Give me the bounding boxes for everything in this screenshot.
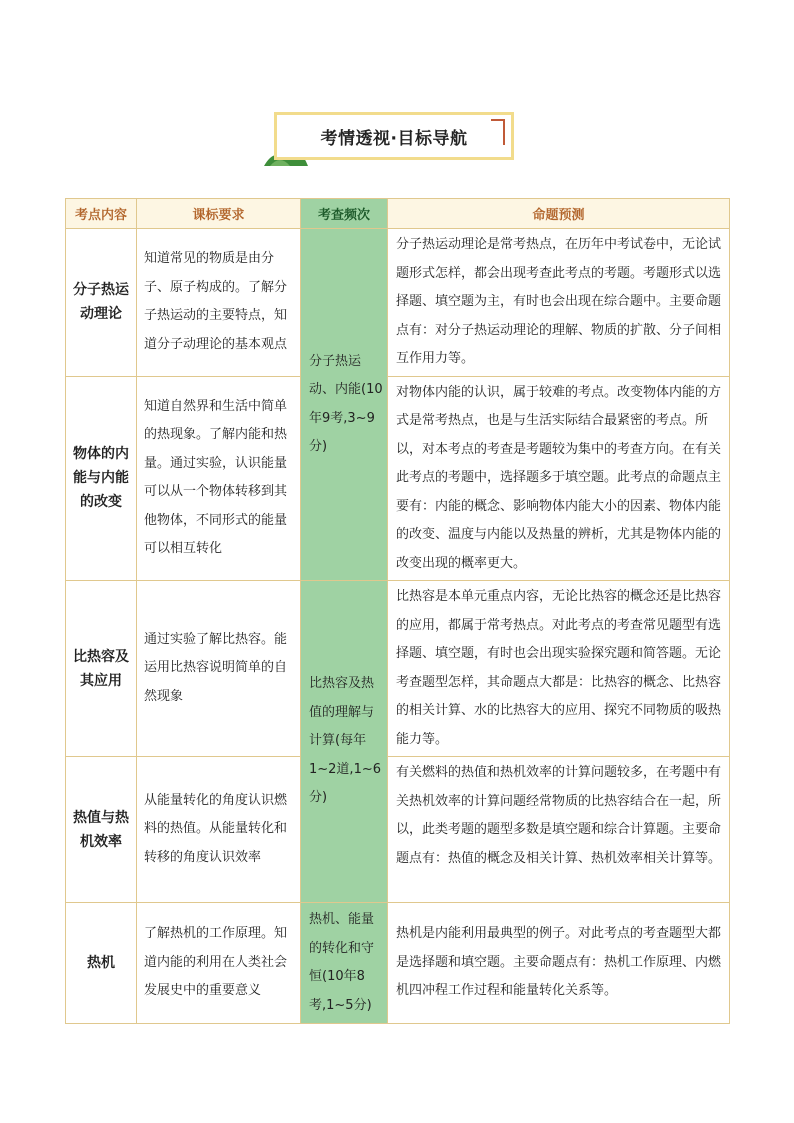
prediction-cell: 有关燃料的热值和热机效率的计算问题较多，在考题中有关热机效率的计算问题经常物质的比热容结合在一起，所以，此类考题的题型多数是填空题和综合计算题。主要命题点有：热值的概念及相关计算、热机效率相关计算等。 bbox=[388, 757, 730, 903]
section-heading bbox=[264, 110, 522, 168]
prediction-cell: 分子热运动理论是常考热点，在历年中考试卷中，无论试题形式怎样，都会出现考查此考点的考题。考题形式以选择题、填空题为主，有时也会出现在综合题中。主要命题点有：对分子热运动理论的理解、物质的扩散、分子间相互作用力等。 bbox=[388, 229, 730, 377]
topic-cell: 分子热运动理论 bbox=[66, 229, 137, 377]
topic-cell: 比热容及其应用 bbox=[66, 581, 137, 757]
topic-cell: 热值与热机效率 bbox=[66, 757, 137, 903]
requirement-cell: 了解热机的工作原理。知道内能的利用在人类社会发展史中的重要意义 bbox=[137, 903, 301, 1024]
frequency-cell: 分子热运动、内能(10年9考,3~9分) bbox=[301, 229, 388, 581]
requirement-cell: 从能量转化的角度认识燃料的热值。从能量转化和转移的角度认识效率 bbox=[137, 757, 301, 903]
prediction-cell: 比热容是本单元重点内容，无论比热容的概念还是比热容的应用，都属于常考热点。对此考点的考查常见题型有选择题、填空题，有时也会出现实验探究题和简答题。无论考查题型怎样，其命题点大都是：比热容的概念、比热容的相关计算、水的比热容大的应用、探究不同物质的吸热能力等。 bbox=[388, 581, 730, 757]
table-header-row bbox=[66, 199, 730, 229]
corner-accent bbox=[491, 119, 505, 145]
prediction-cell: 热机是内能利用最典型的例子。对此考点的考查题型大都是选择题和填空题。主要命题点有：热机工作原理、内燃机四冲程工作过程和能量转化关系等。 bbox=[388, 903, 730, 1024]
topic-cell: 物体的内能与内能的改变 bbox=[66, 376, 137, 581]
col-header-requirement: 课标要求 bbox=[137, 199, 301, 229]
frequency-cell: 热机、能量的转化和守恒(10年8考,1~5分) bbox=[301, 903, 388, 1024]
prediction-cell: 对物体内能的认识，属于较难的考点。改变物体内能的方式是常考热点，也是与生活实际结合最紧密的考点。所以，对本考点的考查是考题较为集中的考查方向。在有关此考点的考题中，选择题多于填空题。此考点的命题点主要有：内能的概念、影响物体内能大小的因素、物体内能的改变、温度与内能以及热量的辨析，尤其是物体内能的改变出现的概率更大。 bbox=[388, 376, 730, 581]
topic-cell: 热机 bbox=[66, 903, 137, 1024]
heading-frame bbox=[274, 112, 514, 160]
table-row bbox=[66, 757, 730, 903]
frequency-cell: 比热容及热值的理解与计算(每年1~2道,1~6分) bbox=[301, 581, 388, 903]
col-header-topic: 考点内容 bbox=[66, 199, 137, 229]
page-title: 考情透视·目标导航 bbox=[320, 128, 468, 149]
table-row bbox=[66, 229, 730, 377]
requirement-cell: 通过实验了解比热容。能运用比热容说明简单的自然现象 bbox=[137, 581, 301, 757]
requirement-cell: 知道常见的物质是由分子、原子构成的。了解分子热运动的主要特点，知道分子动理论的基本观点 bbox=[137, 229, 301, 377]
table-row bbox=[66, 376, 730, 581]
col-header-prediction: 命题预测 bbox=[388, 199, 730, 229]
table-row bbox=[66, 581, 730, 757]
requirement-cell: 知道自然界和生活中简单的热现象。了解内能和热量。通过实验，认识能量可以从一个物体转移到其他物体，不同形式的能量可以相互转化 bbox=[137, 376, 301, 581]
exam-analysis-table bbox=[65, 198, 730, 1024]
table-row bbox=[66, 903, 730, 1024]
col-header-frequency: 考查频次 bbox=[301, 199, 388, 229]
